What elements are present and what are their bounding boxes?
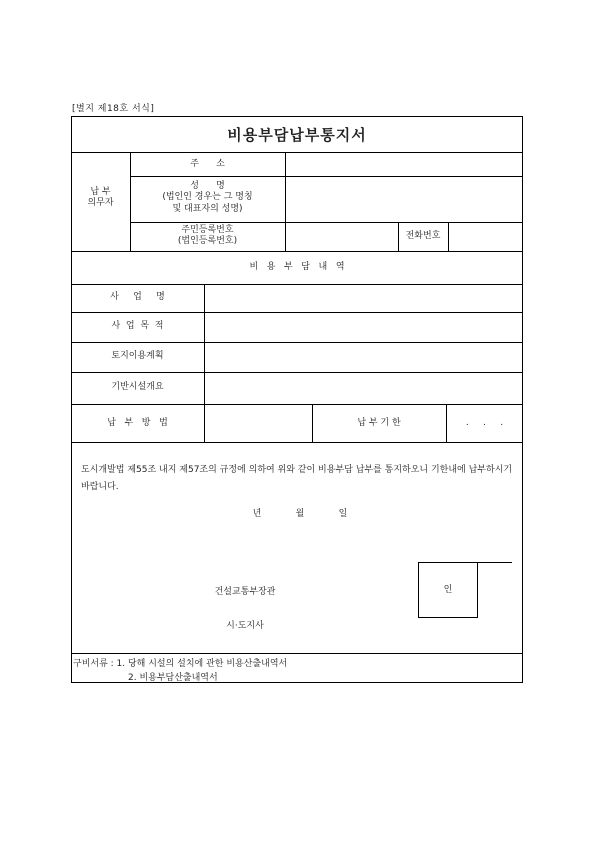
project-name-field[interactable]	[205, 285, 522, 311]
cost-details-header: 비 용 부 담 내 역	[249, 262, 345, 272]
name-field[interactable]	[286, 177, 522, 221]
obligor-group-label: 납 부 의무자	[87, 187, 114, 209]
seal-label: 인	[443, 585, 453, 595]
resident-number-label: 주민등록번호 (법인등록번호)	[177, 225, 238, 247]
notice-text: 도시개발법 제55조 내지 제57조의 규정에 의하여 위와 같이 비용부담 납부를 통지하오니 기한내에 납부하시기 바랍니다.	[81, 465, 513, 492]
name-label: 성 명 (법인인 경우는 그 명칭 및 대표자의 성명)	[162, 181, 253, 214]
phone-label: 전화번호	[405, 231, 441, 241]
project-purpose-field[interactable]	[205, 313, 522, 341]
authority-minister: 건설교통부장관	[214, 587, 276, 597]
land-use-plan-label: 토지이용계획	[111, 351, 164, 361]
payment-deadline-value[interactable]: . . .	[465, 418, 504, 428]
attachment-line-2: 2. 비용부담산출내역서	[128, 673, 218, 683]
address-field[interactable]	[286, 153, 522, 175]
land-use-plan-field[interactable]	[205, 343, 522, 371]
phone-field[interactable]	[449, 223, 522, 250]
document-title: 비용부담납부통지서	[227, 126, 367, 144]
project-purpose-label: 사 업 목 적	[111, 321, 164, 331]
form-number-label: [별지 제18호 서식]	[72, 104, 155, 114]
attachment-line-1: 구비서류 : 1. 당해 시설의 설치에 관한 비용산출내역서	[73, 659, 288, 669]
date-line: 년 월 일	[252, 509, 348, 519]
project-name-label: 사 업 명	[110, 292, 165, 302]
resident-number-field[interactable]	[286, 223, 397, 250]
infrastructure-summary-field[interactable]	[205, 373, 522, 403]
payment-deadline-label: 납 부 기 한	[357, 418, 401, 428]
address-label: 주 소	[190, 159, 225, 169]
payment-method-field[interactable]	[205, 405, 311, 441]
payment-method-label: 납 부 방 법	[107, 418, 168, 428]
authority-governor: 시·도지사	[226, 621, 264, 631]
infrastructure-summary-label: 기반시설개요	[111, 382, 164, 392]
